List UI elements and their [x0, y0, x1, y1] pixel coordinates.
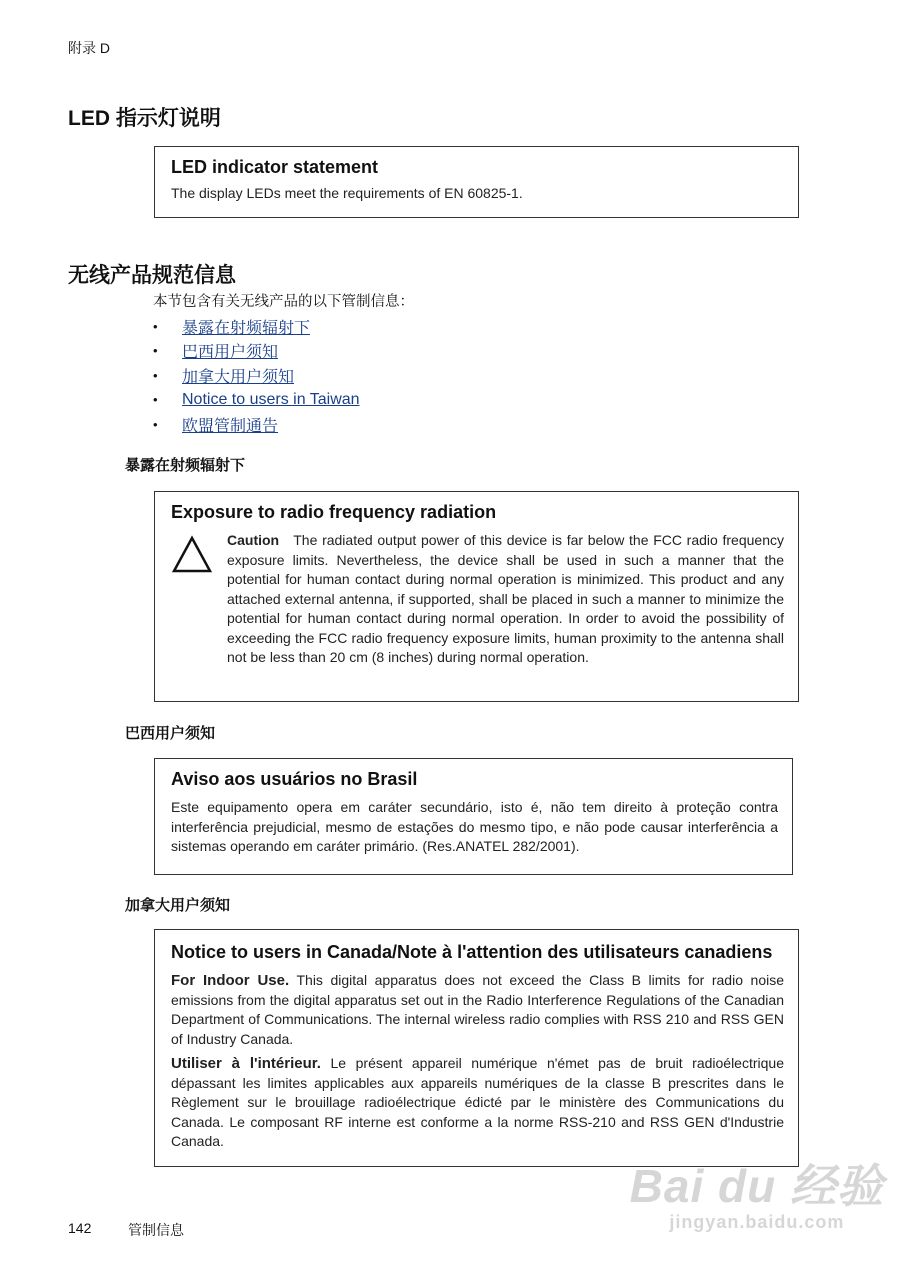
bullet: •: [153, 416, 158, 432]
bullet: •: [153, 392, 158, 408]
link-taiwan[interactable]: Notice to users in Taiwan: [182, 390, 360, 408]
wireless-heading: 无线产品规范信息: [68, 264, 236, 287]
baidu-watermark: [630, 1150, 884, 1233]
led-box-text: The display LEDs meet the requirements of EN 60825-1.: [171, 185, 523, 201]
interieur-text: Le présent appareil numérique n'émet pas de bruit radioélectrique dépassant les limites applicables aux appareils numériques de la classe B prescrites dans le Règlement sur le brouillage radioélectrique édicté par le ministère des Communications du Canada. Le composant RF interne est conforme a la norme RSS-210 and RSS GEN d'Industrie Canada.: [171, 1055, 784, 1149]
bullet: •: [153, 343, 158, 359]
canada-box-title: Notice to users in Canada/Note à l'attention des utilisateurs canadiens: [171, 942, 773, 962]
brazil-box-title: Aviso aos usuários no Brasil: [171, 769, 418, 789]
led-box-title: LED indicator statement: [171, 157, 379, 177]
indoor-use-label: For Indoor Use.: [171, 972, 290, 989]
canada-para-1: [171, 971, 784, 1049]
brazil-box-text: Este equipamento opera em caráter secundário, isto é, não tem direito à proteção contra interferência prejudicial, mesmo de estações do mesmo tipo, e não pode causar interferência a sistemas operando em caráter primário. (Res.ANATEL 282/2001).: [171, 799, 778, 854]
link-eu[interactable]: 欧盟管制通告: [182, 417, 279, 435]
footer-section: 管制信息: [128, 1222, 184, 1238]
link-rf-exposure[interactable]: 暴露在射频辐射下: [182, 319, 311, 337]
watermark-logo-text: Bai du 经验: [629, 1160, 884, 1212]
caution-text: The radiated output power of this device is far below the FCC radio frequency exposure limits. Nevertheless, the device shall be used in such a manner that the potential for human contact during normal operation is minimized. This product and any attached external antenna, if supported, shall be placed in such a manner to minimize the potential for human contact during normal operation. In order to avoid the possibility of exceeding the FCC radio frequency exposure limits, human proximity to the antenna shall not be less than 20 cm (8 inches) during normal operation.: [227, 532, 784, 665]
bullet: •: [153, 367, 158, 383]
list-item: [153, 314, 360, 339]
bullet: •: [153, 318, 158, 334]
warning-triangle-icon: [171, 535, 213, 575]
list-item: [153, 363, 360, 388]
list-item: [153, 388, 360, 413]
led-statement-box: [154, 146, 799, 218]
canada-box: [154, 929, 799, 1167]
led-heading: LED 指示灯说明: [68, 107, 221, 130]
link-brazil[interactable]: 巴西用户须知: [182, 344, 279, 362]
page-number: 142: [68, 1220, 92, 1236]
watermark-url: jingyan.baidu.com: [669, 1212, 845, 1232]
caution-label: Caution: [227, 532, 280, 548]
rf-subheading: 暴露在射频辐射下: [125, 457, 246, 474]
wireless-intro: 本节包含有关无线产品的以下管制信息：: [153, 294, 414, 310]
caution-paragraph: [227, 531, 784, 668]
canada-subheading: 加拿大用户须知: [125, 897, 231, 914]
brazil-box: [154, 758, 793, 875]
brazil-subheading: 巴西用户须知: [125, 725, 216, 742]
canada-para-2: [171, 1054, 784, 1152]
rf-box-title: Exposure to radio frequency radiation: [171, 502, 497, 522]
interieur-label: Utiliser à l'intérieur.: [171, 1055, 321, 1072]
caution-row: [171, 531, 784, 668]
indoor-use-text: This digital apparatus does not exceed the Class B limits for radio noise emissions from the digital apparatus set out in the Radio Interference Regulations of the Canadian Department of Communications. The internal wireless radio complies with RSS 210 and RSS GEN of Industry Canada.: [171, 972, 784, 1047]
list-item: [153, 339, 360, 364]
appendix-label: 附录 D: [68, 40, 110, 56]
rf-exposure-box: [154, 491, 799, 702]
link-canada[interactable]: 加拿大用户须知: [182, 368, 295, 386]
regulatory-link-list: [153, 314, 360, 437]
list-item: [153, 412, 360, 437]
